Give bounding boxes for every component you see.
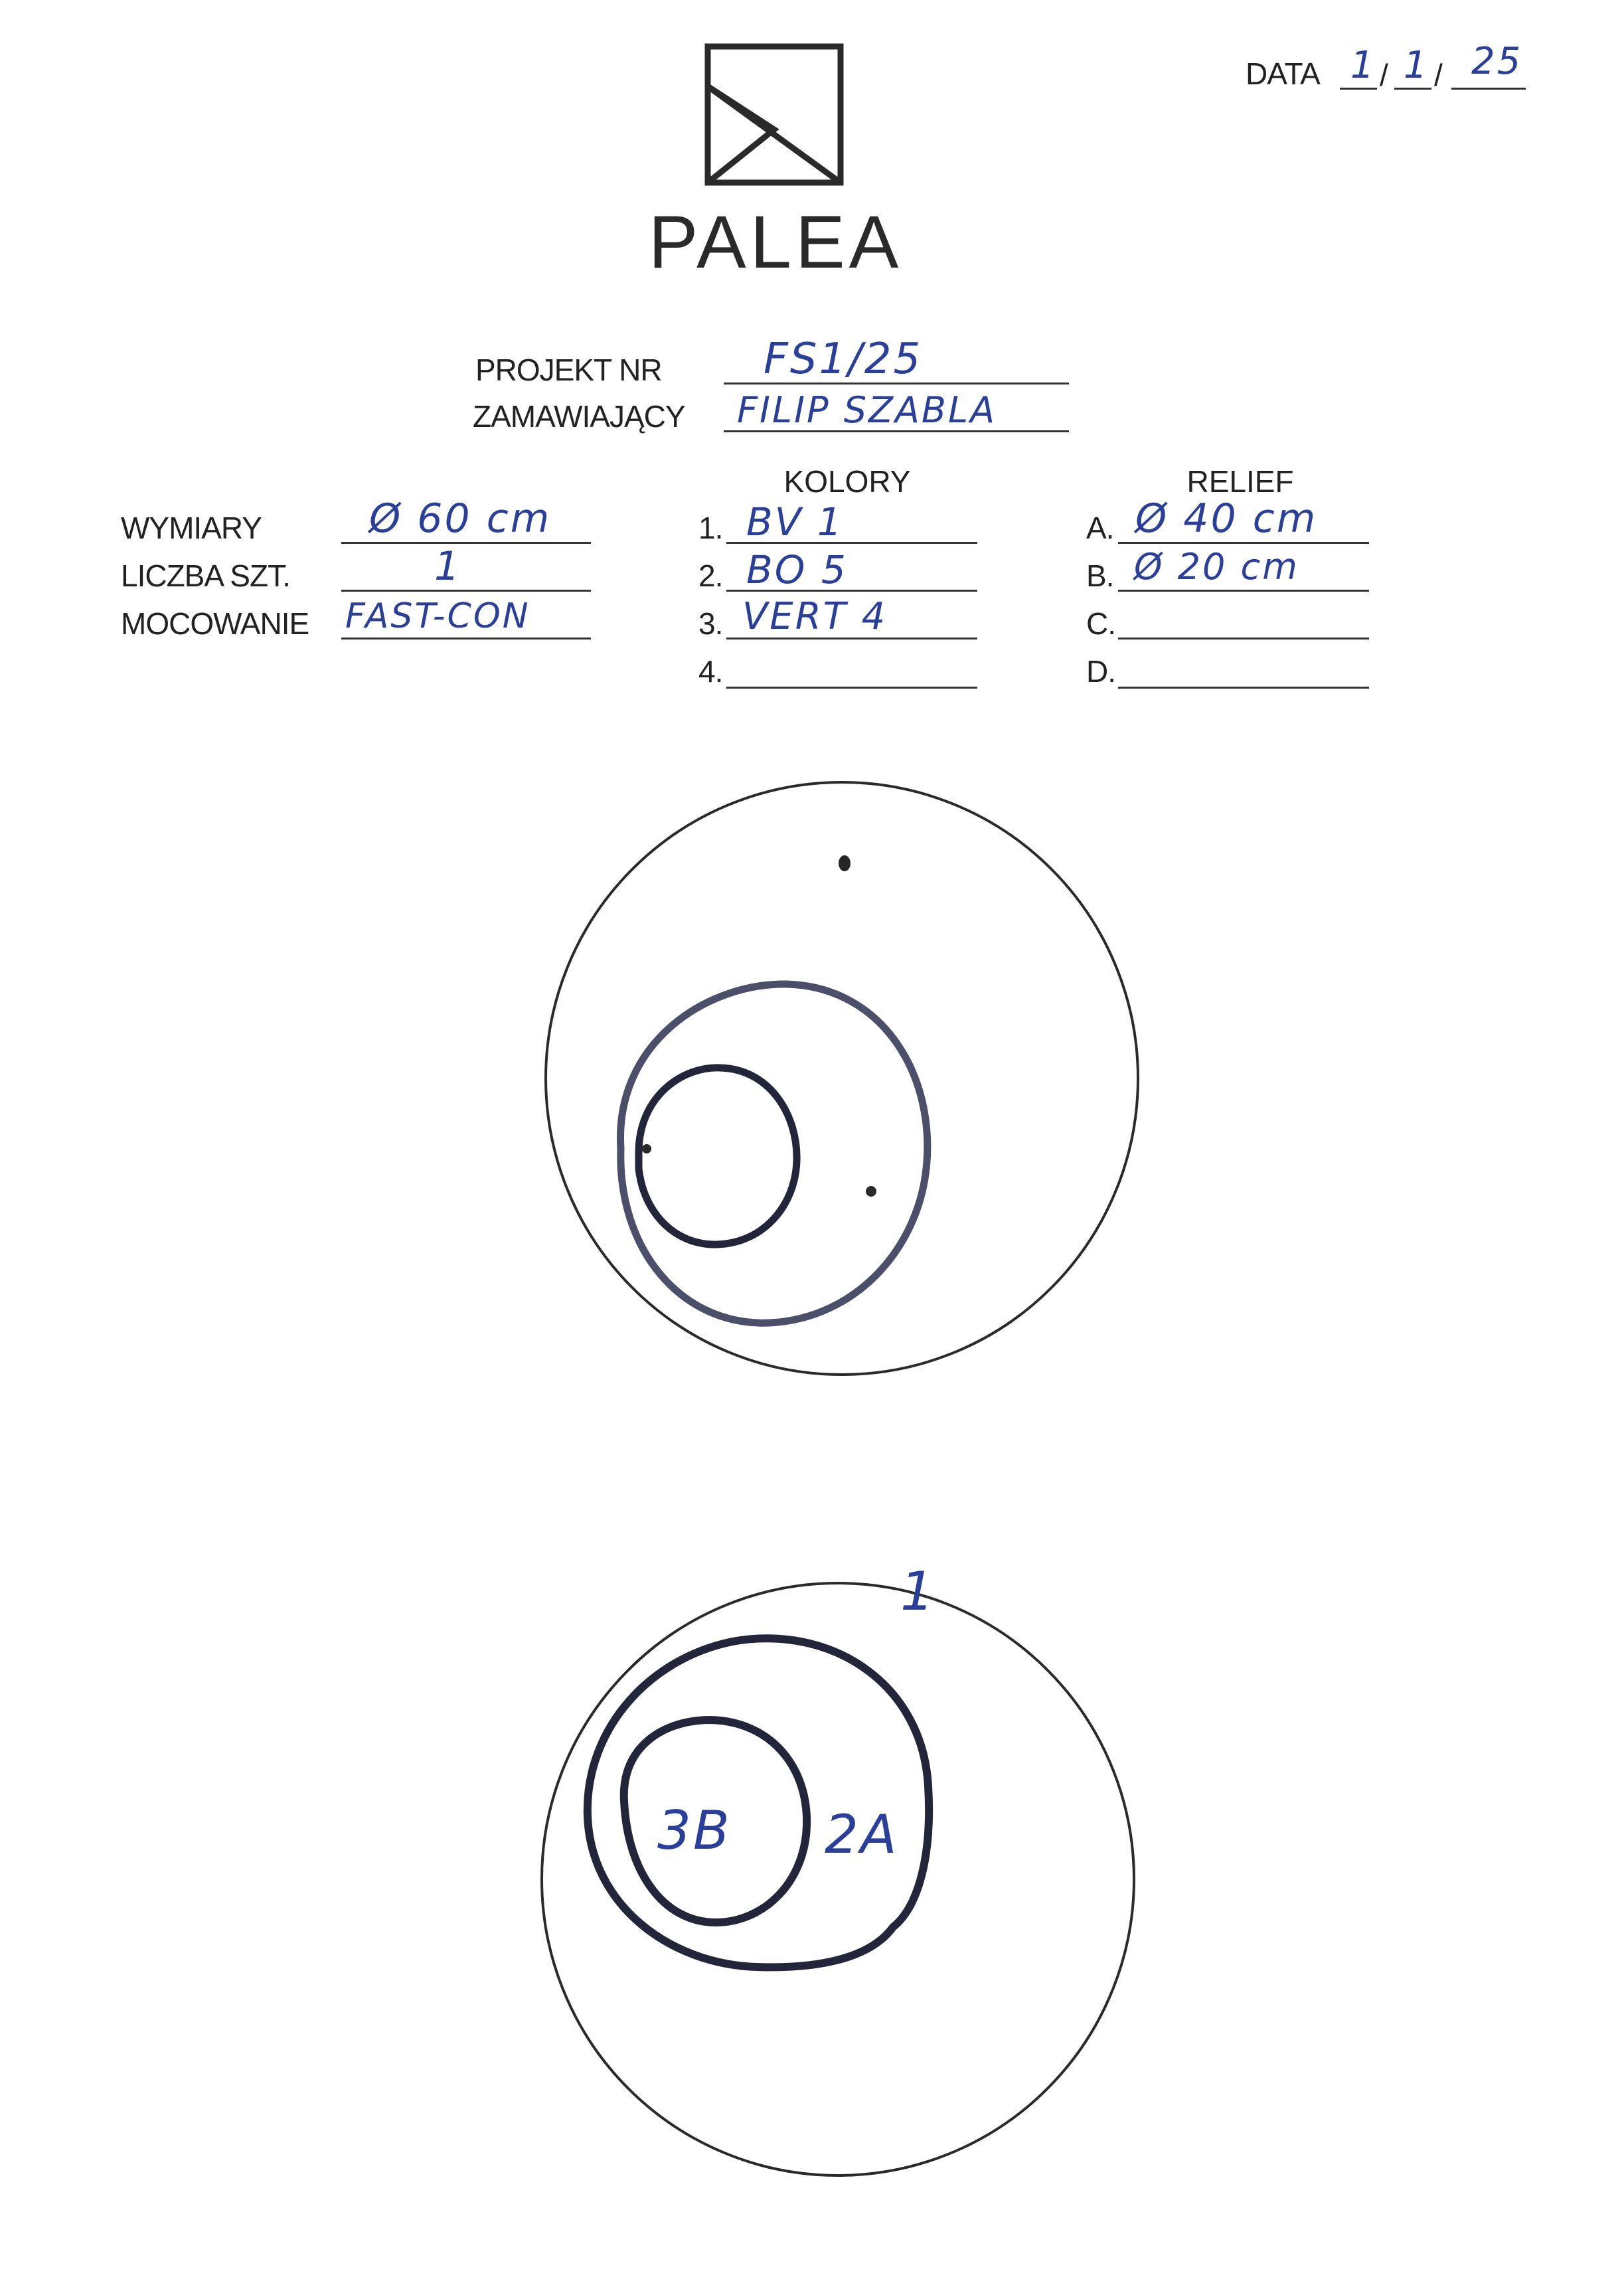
brand-name: PALEA — [648, 201, 903, 284]
color-4-label: 4. — [698, 654, 723, 689]
relief-a-outline-bottom — [588, 1638, 929, 1967]
diagram-label-outer: 1 — [900, 1561, 936, 1622]
colors-heading: KOLORY — [783, 464, 911, 499]
panel-outline-top — [546, 782, 1138, 1375]
relief-sketch-bottom — [542, 1583, 1134, 2175]
color-2-value: BO 5 — [746, 547, 848, 592]
relief-d-label: D. — [1086, 654, 1115, 689]
project-number-value: FS1/25 — [764, 335, 923, 384]
relief-c-label: C. — [1086, 606, 1115, 641]
date-year: 25 — [1471, 40, 1523, 83]
client-label: ZAMAWIAJĄCY — [473, 399, 685, 434]
relief-b-label: B. — [1086, 558, 1114, 593]
date-month: 1 — [1404, 44, 1429, 87]
quantity-value: 1 — [434, 543, 462, 590]
mounting-value: FAST-CON — [345, 596, 530, 636]
dimensions-value: Ø 60 cm — [369, 495, 552, 542]
relief-a-value: Ø 40 cm — [1135, 495, 1318, 542]
diagram-label-middle: 2A — [825, 1804, 899, 1865]
mount-dot — [839, 855, 851, 871]
diagram-label-inner: 3B — [657, 1800, 732, 1861]
panel-outline-bottom — [542, 1583, 1134, 2175]
color-3-value: VERT 4 — [742, 595, 888, 638]
color-2-label: 2. — [698, 558, 723, 593]
project-number-label: PROJEKT NR — [475, 353, 662, 387]
mounting-label: MOCOWANIE — [121, 606, 309, 641]
quantity-label: LICZBA SZT. — [121, 558, 290, 593]
relief-a-label: A. — [1086, 511, 1114, 545]
relief-a-outline-top — [620, 984, 927, 1323]
date-day: 1 — [1350, 44, 1376, 87]
client-value: FILIP SZABLA — [737, 389, 997, 431]
dimensions-label: WYMIARY — [121, 511, 262, 545]
relief-heading: RELIEF — [1186, 464, 1294, 499]
mount-dot — [642, 1144, 651, 1153]
color-3-label: 3. — [698, 606, 723, 641]
relief-b-value: Ø 20 cm — [1134, 546, 1299, 588]
date-label: DATA — [1246, 56, 1320, 91]
relief-b-outline-top — [639, 1068, 797, 1244]
color-1-label: 1. — [698, 511, 723, 545]
color-1-value: BV 1 — [746, 499, 844, 545]
mount-dot — [866, 1186, 876, 1197]
relief-sketch-top — [546, 782, 1138, 1375]
